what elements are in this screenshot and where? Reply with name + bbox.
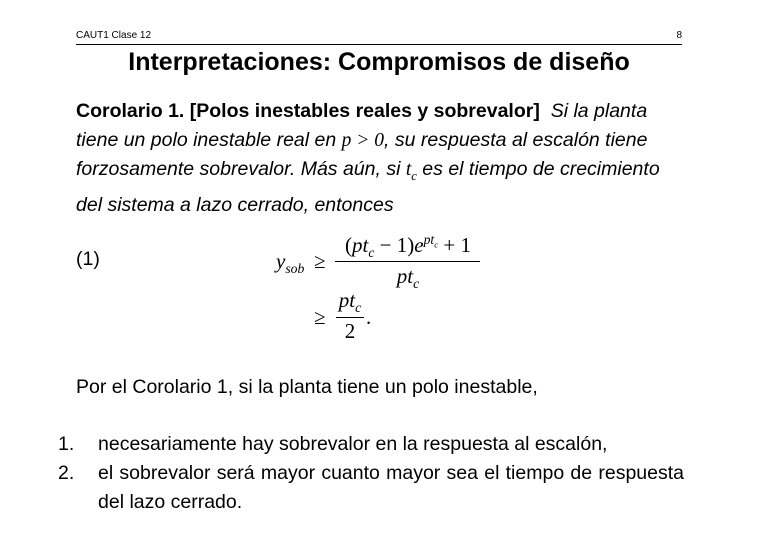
consequence-list bbox=[58, 430, 684, 517]
fraction-2-denominator: 2 bbox=[344, 319, 356, 343]
list-item-text: necesariamente hay sobrevalor en la respuesta al escalón, bbox=[98, 433, 608, 455]
corollary-block bbox=[76, 97, 690, 220]
slide-title: Interpretaciones: Compromisos de diseño bbox=[128, 48, 630, 76]
list-item-number: 1. bbox=[58, 433, 75, 455]
equation-number: (1) bbox=[76, 248, 100, 270]
fraction-1-denominator: $pt_c$ bbox=[396, 264, 420, 292]
slide-header bbox=[76, 30, 682, 45]
list-item-number: 2. bbox=[58, 462, 75, 484]
equation-rel1: ≥ bbox=[314, 249, 326, 273]
paragraph: Por el Corolario 1, si la planta tiene un polo inestable, bbox=[76, 376, 538, 398]
equation-period: . bbox=[366, 305, 372, 329]
math-tc: $t_c$ bbox=[405, 159, 417, 183]
math-p-positive: p > 0 bbox=[341, 130, 385, 151]
equation-rel2: ≥ bbox=[314, 305, 326, 329]
fraction-1-numerator: $(pt_c - 1)e^{pt_c} + 1$ bbox=[345, 232, 471, 261]
fraction-1-bar bbox=[335, 261, 480, 262]
list-item bbox=[58, 459, 684, 517]
equation-lhs: $y_{sob}$ bbox=[276, 249, 305, 277]
corollary-label: Corolario 1. [Polos inestables reales y sobrevalor] bbox=[76, 100, 540, 122]
course-label: CAUT1 Clase 12 bbox=[76, 30, 152, 41]
fraction-2-numerator: $pt_c$ bbox=[338, 288, 362, 316]
list-item bbox=[58, 430, 684, 459]
fraction-2-bar bbox=[336, 317, 364, 318]
page-number: 8 bbox=[676, 30, 682, 41]
corollary-statement: Si la planta tiene un polo inestable real en p > 0, su respuesta al escalón tiene forzosamente sobrevalor. Más aún, si $t_c$ es el tiempo de crecimiento del sistema a lazo cerrado, entonces bbox=[76, 100, 660, 216]
list-item-text: el sobrevalor será mayor cuanto mayor sea el tiempo de respuesta del lazo cerrado. bbox=[98, 462, 684, 513]
